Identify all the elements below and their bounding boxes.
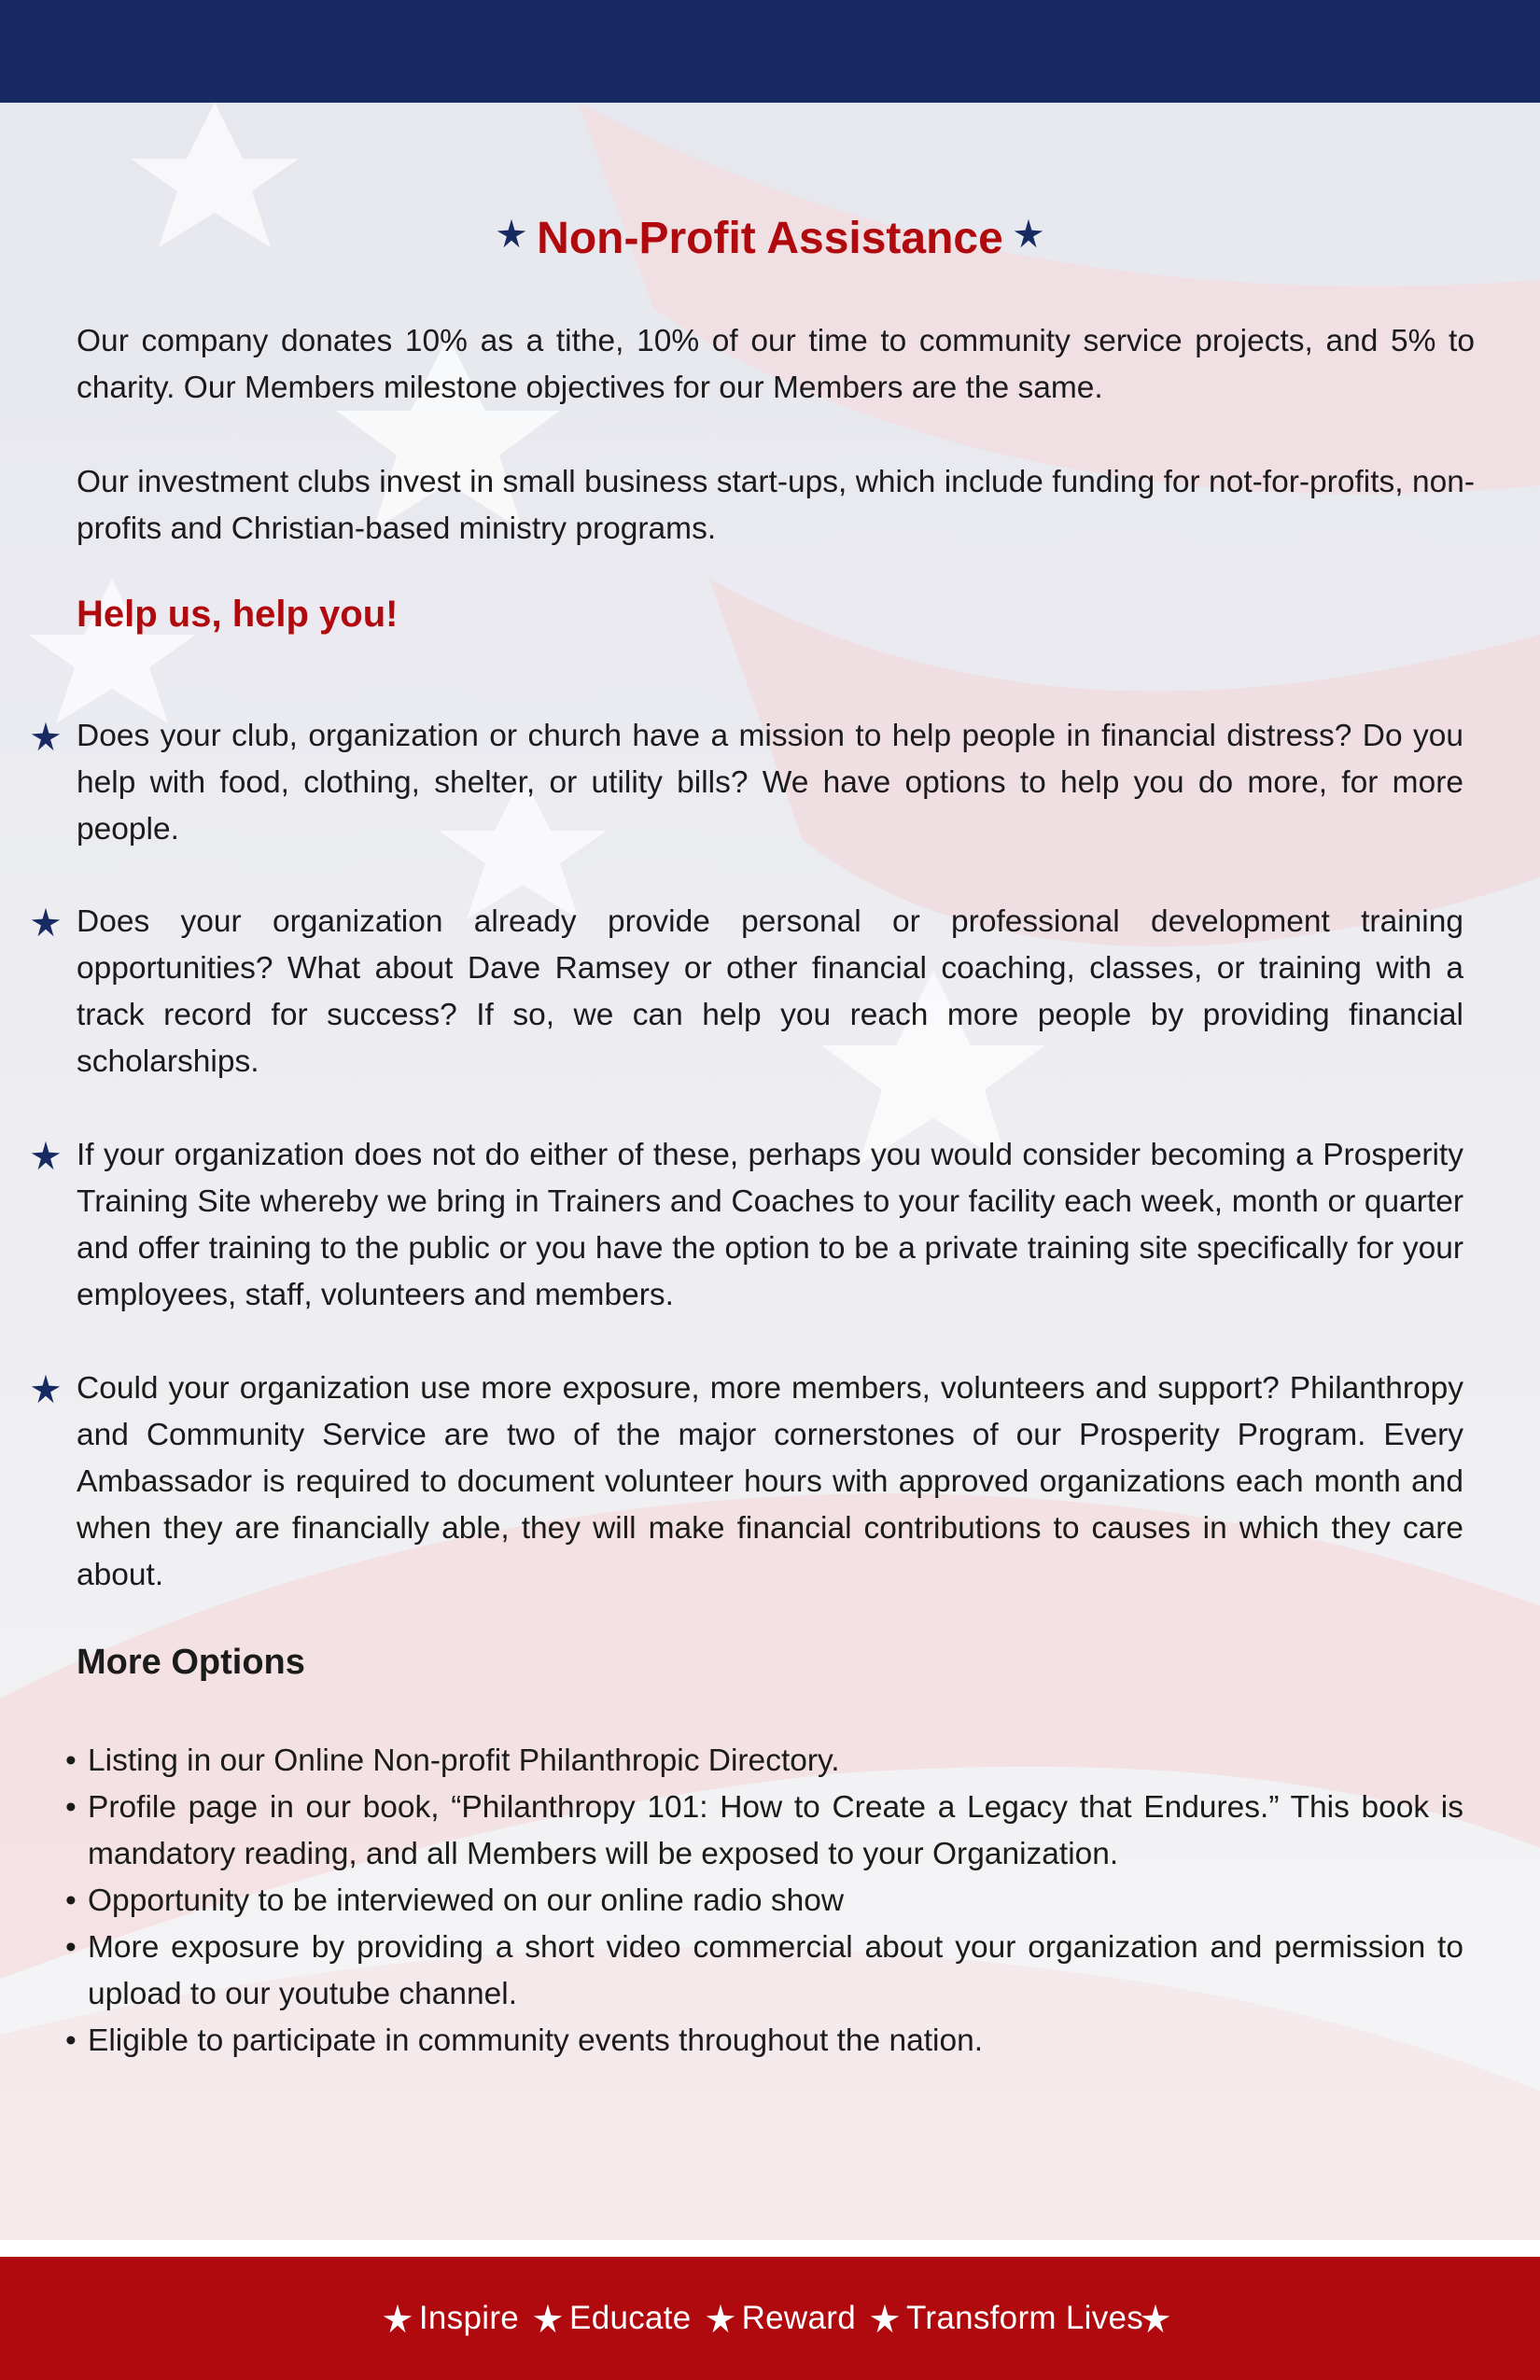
list-item-text: Eligible to participate in community events throughout the nation. (88, 2023, 984, 2058)
bullet-dot: • (65, 1790, 77, 1825)
star-icon (30, 1140, 62, 1171)
tagline-reward (692, 2300, 856, 2337)
list-item-text: Listing in our Online Non-profit Philanthropic Directory. (88, 1743, 840, 1778)
list-item (63, 2018, 1463, 2065)
star-icon (382, 2303, 413, 2334)
list-item (63, 1878, 1463, 1925)
list-item (63, 1925, 1463, 2018)
intro-paragraph-2: Our investment clubs invest in small business start-ups, which include funding for not-for-profits, non-profits and Christian-based ministry programs. (77, 465, 1475, 546)
star-icon (705, 2303, 736, 2334)
tagline-text: Inspire (418, 2300, 520, 2336)
list-item-text: Does your organization already provide personal or professional development training opportunities? What about Dave Ramsey or other financial coaching, classes, or training with a track record for success? If so, we can help you reach more people by providing financial scholarships. (77, 904, 1463, 1079)
star-icon (30, 721, 62, 752)
tagline-text: Transform Lives (905, 2300, 1144, 2336)
star-icon (30, 906, 62, 938)
more-options-heading: More Options (77, 1643, 305, 1682)
page-title (0, 213, 1540, 264)
tagline-inspire (369, 2300, 519, 2337)
star-icon (1013, 217, 1044, 249)
help-heading: Help us, help you! (77, 594, 399, 635)
star-icon (30, 1373, 62, 1405)
list-item-text: More exposure by providing a short video commercial about your organization and permission to upload to our youtube channel. (88, 1930, 1463, 2011)
footer-tagline-bar (0, 2257, 1540, 2380)
star-icon (496, 217, 527, 249)
list-item (63, 1738, 1463, 1785)
bullet-dot: • (65, 1743, 77, 1778)
star-icon (869, 2303, 901, 2334)
list-item-text: Could your organization use more exposure, more members, volunteers and support? Philanthropy and Community Service are two of the major cornerstones of our Prosperity Program. Every Ambassador is required to document volunteer hours with approved organizations each month and when they are financially able, they will make financial contributions to causes in which they care about. (77, 1371, 1463, 1592)
list-item-text: Does your club, organization or church have a mission to help people in financial distress? Do you help with food, clothing, shelter, or utility bills? We have options to help you do more, for more people. (77, 719, 1463, 847)
tagline-text: Reward (741, 2300, 856, 2336)
top-header-bar (0, 0, 1540, 103)
star-icon (532, 2303, 564, 2334)
intro-paragraph-1: Our company donates 10% as a tithe, 10% of our time to community service projects, and 5% to charity. Our Members milestone objectives for our Members are the same. (77, 324, 1475, 405)
tagline-educate (519, 2300, 692, 2337)
star-icon (1140, 2303, 1171, 2334)
bullet-dot: • (65, 1883, 77, 1918)
list-item-text: Opportunity to be interviewed on our online radio show (88, 1883, 845, 1918)
bullet-dot: • (65, 2023, 77, 2058)
more-options-list (63, 1738, 1463, 2065)
page-title-text: Non-Profit Assistance (537, 214, 1003, 263)
tagline-transform-lives (856, 2300, 1171, 2337)
list-item-text: Profile page in our book, “Philanthropy 101: How to Create a Legacy that Endures.” This book is mandatory reading, and all Members will be exposed to your Organization. (88, 1790, 1463, 1871)
tagline-text: Educate (569, 2300, 692, 2336)
list-item (63, 1785, 1463, 1878)
bullet-dot: • (65, 1930, 77, 1965)
list-item-text: If your organization does not do either of these, perhaps you would consider becoming a Prosperity Training Site whereby we bring in Trainers and Coaches to your facility each week, month or quarter and offer training to the public or you have the option to be a private training site specifically for your employees, staff, volunteers and members. (77, 1138, 1463, 1312)
